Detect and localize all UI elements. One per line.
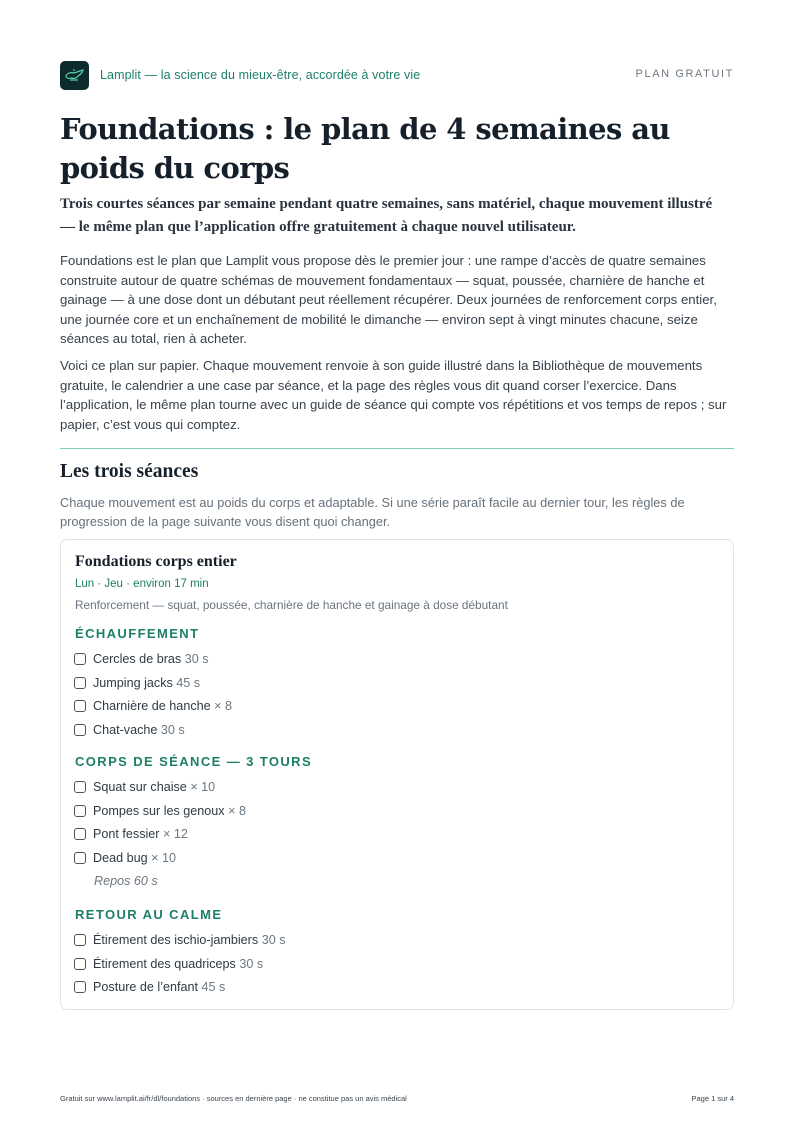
page-number: Page 1 sur 4 <box>691 1094 734 1103</box>
section-title: Les trois séances <box>60 461 199 482</box>
block-title-cooldown: RETOUR AU CALME <box>75 907 223 922</box>
session-card <box>60 539 734 1010</box>
exercise-list-main <box>74 779 246 873</box>
exercise-item[interactable]: Charnière de hanche × 8 <box>74 698 232 722</box>
section-description: Chaque mouvement est au poids du corps et adaptable. Si une série paraît facile au dernier tour, les règles de progression de la page suivante vous disent quoi changer. <box>60 495 685 529</box>
session-meta: Lun · Jeu · environ 17 min <box>75 578 209 590</box>
plan-badge: PLAN GRATUIT <box>635 68 734 80</box>
exercise-item[interactable]: Jumping jacks 45 s <box>74 675 232 699</box>
checkbox[interactable] <box>74 700 86 712</box>
session-description: Renforcement — squat, poussée, charnière de hanche et gainage à dose débutant <box>75 598 508 612</box>
checkbox[interactable] <box>74 934 86 946</box>
exercise-item[interactable]: Dead bug × 10 <box>74 850 246 874</box>
footer-note: Gratuit sur www.lamplit.ai/fr/dl/foundations · sources en dernière page · ne constitue pas un avis médical <box>60 1094 407 1103</box>
checkbox[interactable] <box>74 805 86 817</box>
page-header <box>60 61 734 91</box>
exercise-item[interactable]: Pont fessier × 12 <box>74 826 246 850</box>
brand-tagline: Lamplit — la science du mieux-être, accordée à votre vie <box>100 68 421 82</box>
checkbox[interactable] <box>74 677 86 689</box>
session-title: Fondations corps entier <box>75 553 237 570</box>
exercise-item[interactable]: Cercles de bras 30 s <box>74 651 232 675</box>
exercise-item[interactable]: Étirement des ischio-jambiers 30 s <box>74 932 286 956</box>
intro-paragraph-1: Foundations est le plan que Lamplit vous propose dès le premier jour : une rampe d’accès de quatre semaines construite autour de quatre schémas de mouvement fondamentaux — squat, poussée, charnière de hanche et gainage — à une dose dont un débutant peut réellement récupérer. Deux journées de renforcement corps entier, une journée core et un enchaînement de mobilité le dimanche — environ sept à vingt minutes chacune, seize séances au total, rien à acheter. <box>60 253 717 347</box>
checkbox[interactable] <box>74 653 86 665</box>
lamp-icon <box>60 61 89 90</box>
exercise-item[interactable]: Squat sur chaise × 10 <box>74 779 246 803</box>
exercise-item[interactable]: Chat-vache 30 s <box>74 722 232 746</box>
block-title-warmup: ÉCHAUFFEMENT <box>75 626 200 641</box>
exercise-item[interactable]: Pompes sur les genoux × 8 <box>74 803 246 827</box>
checkbox[interactable] <box>74 724 86 736</box>
exercise-list-cooldown <box>74 932 286 1003</box>
checkbox[interactable] <box>74 852 86 864</box>
rest-note: Repos 60 s <box>94 874 158 888</box>
checkbox[interactable] <box>74 781 86 793</box>
checkbox[interactable] <box>74 828 86 840</box>
exercise-list-warmup <box>74 651 232 745</box>
block-title-main: CORPS DE SÉANCE — 3 TOURS <box>75 754 313 769</box>
exercise-item[interactable]: Étirement des quadriceps 30 s <box>74 956 286 980</box>
lede: Trois courtes séances par semaine pendant quatre semaines, sans matériel, chaque mouvement illustré — le même plan que l’application offre gratuitement à chaque nouvel utilisateur. <box>60 196 713 235</box>
page-title: Foundations : le plan de 4 semaines au poids du corps <box>60 112 670 185</box>
checkbox[interactable] <box>74 958 86 970</box>
exercise-item[interactable]: Posture de l’enfant 45 s <box>74 979 286 1003</box>
intro-paragraph-2: Voici ce plan sur papier. Chaque mouvement renvoie à son guide illustré dans la Bibliothèque de mouvements gratuite, le calendrier a une case par séance, et la page des règles vous dit quand corser l’exercice. Dans l’application, le même plan tourne avec un guide de séance qui compte vos répétitions et vos temps de repos ; sur papier, c’est vous qui comptez. <box>60 358 727 432</box>
checkbox[interactable] <box>74 981 86 993</box>
section-divider <box>60 448 734 449</box>
